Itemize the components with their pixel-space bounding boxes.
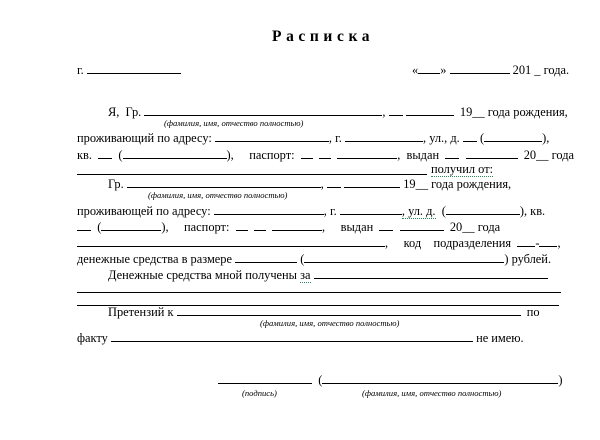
payer-name-hint: (фамилия, имя, отчество полностью) bbox=[148, 190, 288, 200]
signature-field bbox=[218, 372, 312, 384]
received-from-label: получил от: bbox=[431, 162, 494, 176]
fact-line: факту не имею. bbox=[77, 331, 524, 345]
signer-name-hint: (фамилия, имя, отчество полностью) bbox=[362, 388, 502, 398]
date-line: « » 201 _ года. bbox=[412, 63, 570, 77]
receiver-name-hint: (фамилия, имя, отчество полностью) bbox=[164, 118, 304, 128]
signer-name-field bbox=[322, 372, 558, 384]
receiver-passport-line: кв. ( ), паспорт: , выдан 20__ года bbox=[77, 148, 574, 162]
signature-line: ( ) bbox=[218, 372, 562, 387]
payer-name-line: Гр. , 19__ года рождения, bbox=[108, 177, 512, 191]
claims-line: Претензий к по bbox=[108, 305, 540, 319]
purpose-line: Денежные средства мной получены за bbox=[108, 267, 548, 282]
amount-line: денежные средства в размере ( ) рублей. bbox=[77, 252, 552, 266]
fact-field bbox=[111, 330, 473, 342]
city-field bbox=[87, 62, 181, 74]
receiver-address-line: проживающий по адресу: , г. , ул., д. ( ), bbox=[77, 131, 550, 145]
claims-name-hint: (фамилия, имя, отчество полностью) bbox=[260, 318, 400, 328]
receiver-name-line: Я, Гр. , 19__ года рождения, bbox=[108, 105, 568, 119]
date-month-field bbox=[450, 62, 510, 74]
date-day-field bbox=[418, 62, 440, 74]
receiver-extra-line bbox=[77, 174, 427, 175]
claims-name-field bbox=[177, 304, 521, 316]
payer-issuer-line: , код подразделения - , bbox=[77, 235, 561, 250]
document-title: Расписка bbox=[272, 28, 375, 45]
city-line: г. bbox=[77, 62, 181, 77]
payer-name-field bbox=[127, 176, 321, 188]
receiver-name-field bbox=[144, 104, 382, 116]
purpose-line-2 bbox=[77, 292, 561, 293]
payer-passport-line: ( ), паспорт: , выдан 20__ года bbox=[77, 219, 500, 234]
purpose-field bbox=[314, 267, 548, 279]
amount-words-field bbox=[304, 251, 504, 263]
payer-address-line: проживающей по адресу: , г. , ул. д. ( ), кв. bbox=[77, 204, 546, 218]
amount-digits-field bbox=[235, 251, 297, 263]
signature-hint: (подпись) bbox=[242, 388, 277, 398]
